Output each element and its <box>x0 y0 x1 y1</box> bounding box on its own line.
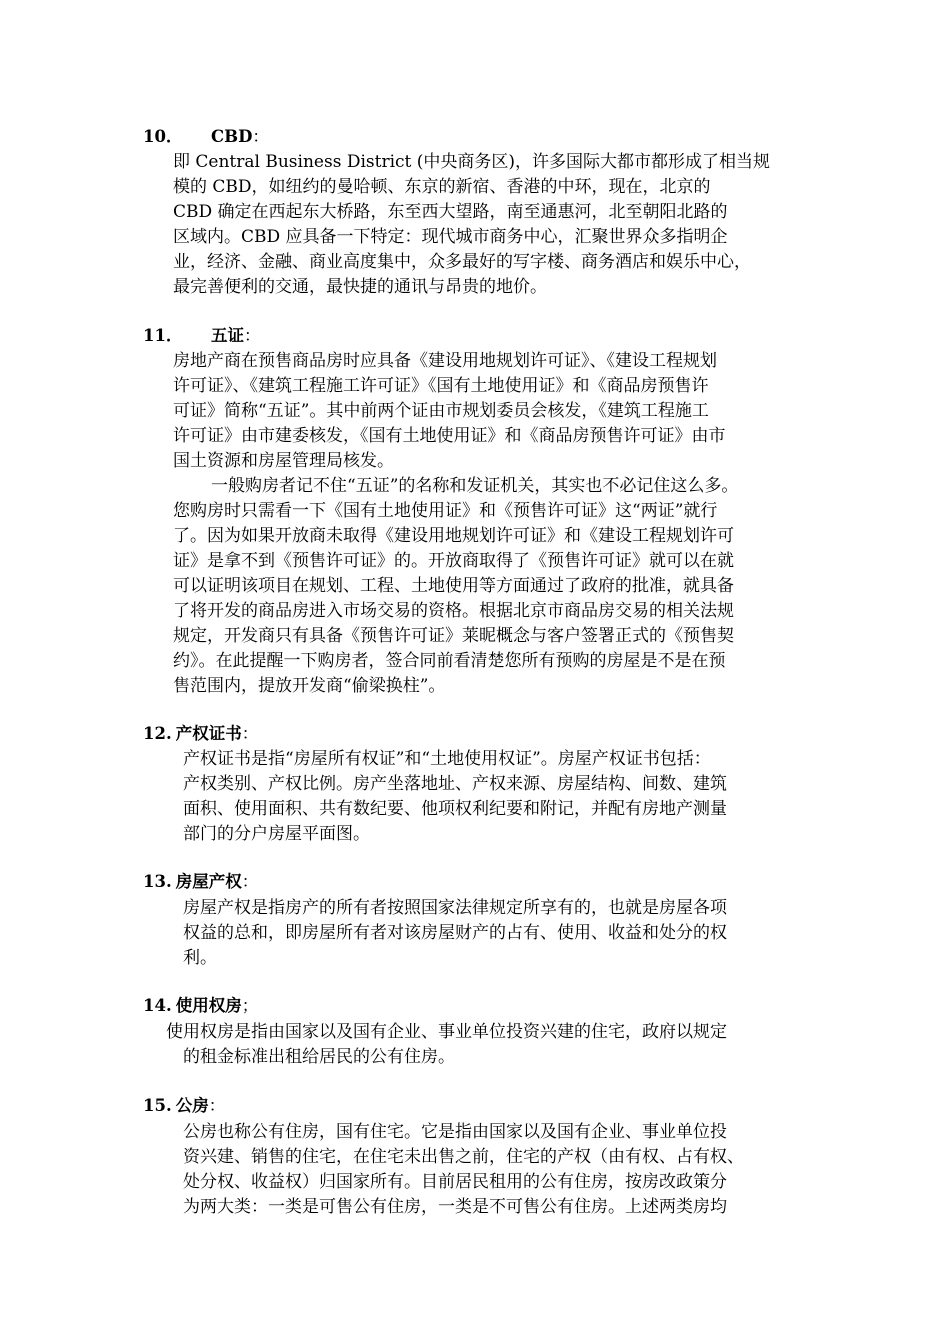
section-heading <box>143 722 258 746</box>
paragraph-line: 资兴建、销售的住宅，在住宅未出售之前，住宅的产权（由有权、占有权、 <box>183 1147 744 1167</box>
paragraph-line: 了。因为如果开放商未取得《建设用地规划许可证》和《建设工程规划许可 <box>173 526 734 546</box>
section-colon: ： <box>241 724 259 743</box>
paragraph-line: 产权证书是指“房屋所有权证”和“土地使用权证”。房屋产权证书包括： <box>183 749 711 769</box>
paragraph-line: 的租金标准出租给居民的公有住房。 <box>183 1047 455 1067</box>
paragraph-line: 可以证明该项目在规划、工程、土地使用等方面通过了政府的批准，就具备 <box>173 576 734 596</box>
paragraph-line: 国土资源和房屋管理局核发。 <box>173 451 394 471</box>
section-colon: ： <box>241 872 259 891</box>
paragraph-line: 售范围内，提放开发商“偷梁换柱”。 <box>173 676 446 696</box>
section-colon: ； <box>241 996 259 1015</box>
section-colon: ： <box>208 1096 226 1115</box>
paragraph-line: 业，经济、金融、商业高度集中，众多最好的写字楼、商务酒店和娱乐中心， <box>173 252 751 272</box>
section-title: 五证 <box>211 326 244 345</box>
paragraph-line: 证》是拿不到《预售许可证》的。开放商取得了《预售许可证》就可以在就 <box>173 551 734 571</box>
section-colon: ： <box>252 127 269 146</box>
paragraph-line: 最完善便利的交通，最快捷的通讯与昂贵的地价。 <box>173 277 547 297</box>
paragraph-line: 为两大类：一类是可售公有住房，一类是不可售公有住房。上述两类房均 <box>183 1197 727 1217</box>
section-heading <box>143 1094 225 1118</box>
paragraph-line: 房地产商在预售商品房时应具备《建设用地规划许可证》、《建设工程规划 <box>173 351 717 371</box>
paragraph-line: 一般购房者记不住“五证”的名称和发证机关，其实也不必记住这么多。 <box>211 476 739 496</box>
section-title: 产权证书 <box>175 724 242 743</box>
section-title: 公房 <box>175 1096 209 1115</box>
paragraph-line: 规定，开发商只有具备《预售许可证》莱昵概念与客户签署正式的《预售契 <box>173 626 734 646</box>
paragraph-line: 了将开发的商品房进入市场交易的资格。根据北京市商品房交易的相关法规 <box>173 601 734 621</box>
section-number: 14. <box>143 996 172 1015</box>
section-number: 11． <box>143 326 183 345</box>
paragraph-line: 约》。在此提醒一下购房者，签合同前看清楚您所有预购的房屋是不是在预 <box>173 651 726 671</box>
paragraph-line: 您购房时只需看一下《国有土地使用证》和《预售许可证》这“两证”就行 <box>173 501 718 521</box>
section-heading <box>143 125 269 149</box>
section-heading <box>143 324 261 348</box>
paragraph-line: 处分权、收益权）归国家所有。目前居民租用的公有住房，按房改政策分 <box>183 1172 727 1192</box>
section-heading <box>143 994 258 1018</box>
paragraph-line: 可证》简称“五证”。其中前两个证由市规划委员会核发，《建筑工程施工 <box>173 401 709 421</box>
paragraph-line: 利。 <box>183 948 217 968</box>
paragraph-line: 部门的分户房屋平面图。 <box>183 824 370 844</box>
section-number: 12. <box>143 724 172 743</box>
paragraph-line: 房屋产权是指房产的所有者按照国家法律规定所享有的，也就是房屋各项 <box>183 898 727 918</box>
section-title: CBD <box>211 127 253 146</box>
section-number: 15. <box>143 1096 172 1115</box>
paragraph-line: 权益的总和，即房屋所有者对该房屋财产的占有、使用、收益和处分的权 <box>183 923 727 943</box>
section-number: 10． <box>143 127 183 146</box>
section-colon: ： <box>244 326 261 345</box>
paragraph-line: 即 Central Business District (中央商务区)，许多国际大都市都形成了相当规 <box>173 152 771 172</box>
paragraph-line: CBD 确定在西起东大桥路，东至西大望路，南至通惠河，北至朝阳北路的 <box>173 202 728 222</box>
paragraph-line: 公房也称公有住房，国有住宅。它是指由国家以及国有企业、事业单位投 <box>183 1122 727 1142</box>
paragraph-line: 产权类别、产权比例。房产坐落地址、产权来源、房屋结构、间数、建筑 <box>183 774 727 794</box>
paragraph-line: 使用权房是指由国家以及国有企业、事业单位投资兴建的住宅，政府以规定 <box>166 1022 727 1042</box>
section-title: 房屋产权 <box>175 872 242 891</box>
section-title: 使用权房 <box>175 996 242 1015</box>
paragraph-line: 许可证》由市建委核发，《国有土地使用证》和《商品房预售许可证》由市 <box>173 426 726 446</box>
section-number: 13. <box>143 872 172 891</box>
paragraph-line: 面积、使用面积、共有数纪要、他项权利纪要和附记，并配有房地产测量 <box>183 799 727 819</box>
paragraph-line: 许可证》、《建筑工程施工许可证》《国有土地使用证》和《商品房预售许 <box>173 376 709 396</box>
paragraph-line: 模的 CBD，如纽约的曼哈顿、东京的新宿、香港的中环，现在，北京的 <box>173 177 711 197</box>
paragraph-line: 区域内。CBD 应具备一下特定：现代城市商务中心，汇聚世界众多指明企 <box>173 227 728 247</box>
section-heading <box>143 870 258 894</box>
